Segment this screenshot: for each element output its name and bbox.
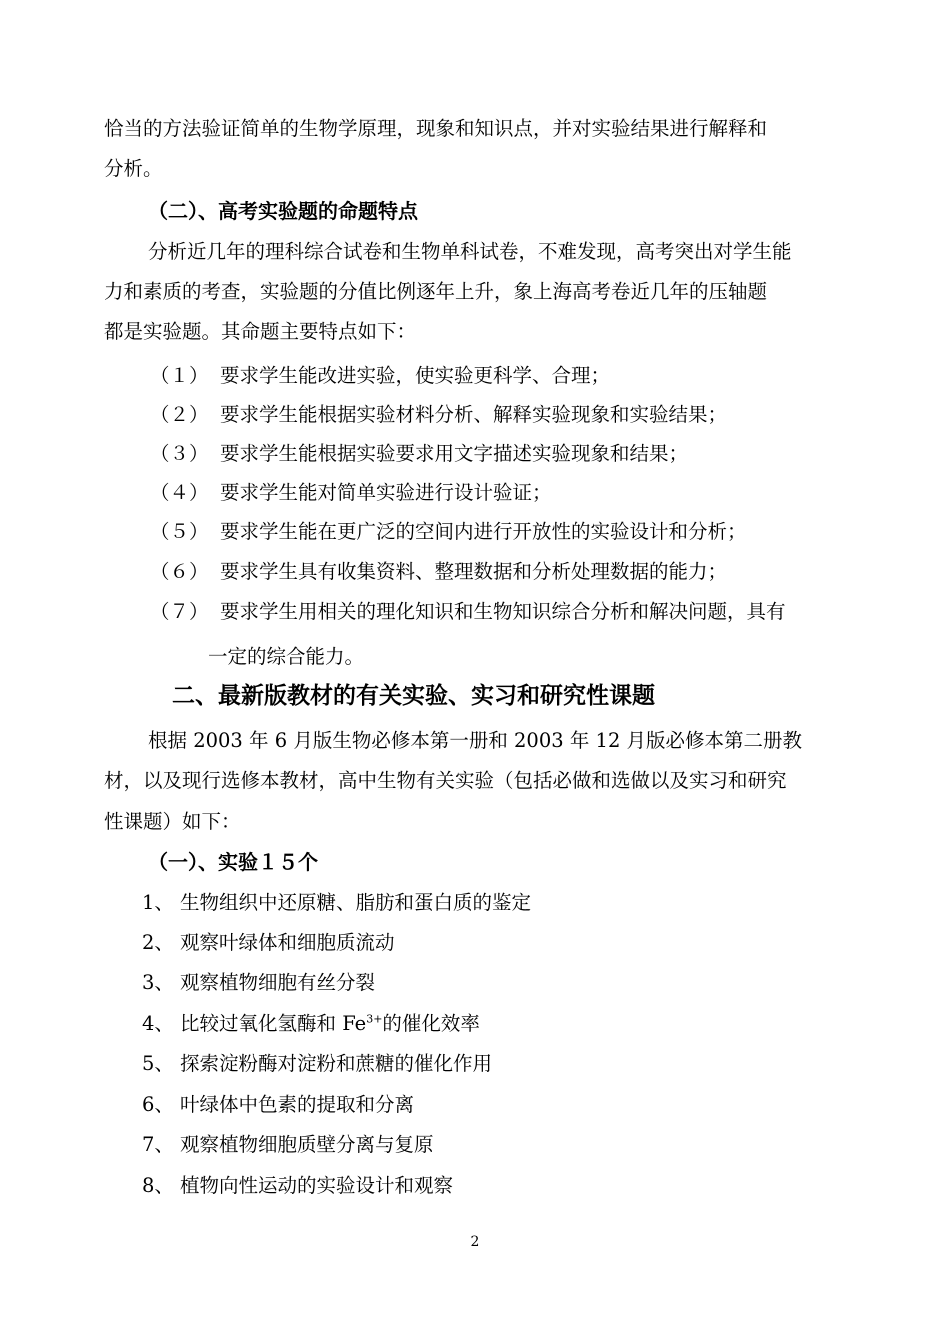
list-number: （５） [150, 520, 209, 543]
list-number: （２） [150, 403, 209, 426]
list-number: 6、 [142, 1093, 174, 1116]
list-number: （６） [150, 560, 209, 583]
list-item [142, 1133, 434, 1157]
list-number: 5、 [142, 1052, 174, 1075]
list-item [142, 891, 531, 915]
list-text: 要求学生用相关的理化知识和生物知识综合分析和解决问题，具有 [220, 600, 786, 623]
list-item [150, 442, 688, 466]
list-item [142, 1174, 453, 1198]
list-text: 植物向性运动的实验设计和观察 [180, 1174, 454, 1197]
list-text: 生物组织中还原糖、脂肪和蛋白质的鉴定 [180, 891, 532, 914]
paragraph-line: 力和素质的考查，实验题的分值比例逐年上升，象上海高考卷近几年的压轴题 [104, 280, 768, 303]
list-number: 3、 [142, 971, 174, 994]
list-text: 要求学生能根据实验材料分析、解释实验现象和实验结果； [220, 403, 728, 426]
list-text: 要求学生能根据实验要求用文字描述实验现象和结果； [220, 442, 689, 465]
list-item [142, 1093, 414, 1117]
list-text: 观察植物细胞质壁分离与复原 [180, 1133, 434, 1156]
list-item [142, 971, 375, 995]
list-text: 探索淀粉酶对淀粉和蔗糖的催化作用 [180, 1052, 493, 1075]
page-number: 2 [470, 1234, 480, 1250]
intro-line: 恰当的方法验证简单的生物学原理，现象和知识点，并对实验结果进行解释和 [104, 117, 768, 140]
list-text: 要求学生能改进实验，使实验更科学、合理； [220, 364, 611, 387]
list-number: （１） [150, 364, 209, 387]
list-item [150, 364, 610, 388]
list-item [150, 403, 727, 427]
paragraph-line: 分析近几年的理科综合试卷和生物单科试卷，不难发现，高考突出对学生能 [148, 240, 792, 263]
list-number: 2、 [142, 931, 174, 954]
list-text: 要求学生能对简单实验进行设计验证； [220, 481, 552, 504]
list-number: （３） [150, 442, 209, 465]
list-text: 观察植物细胞有丝分裂 [180, 971, 376, 994]
list-text: 叶绿体中色素的提取和分离 [180, 1093, 415, 1116]
section-heading: （一）、实验１５个 [148, 850, 318, 874]
superscript: 3+ [366, 1012, 383, 1026]
list-item [150, 520, 747, 544]
intro-line: 分析。 [104, 157, 163, 180]
list-number: 8、 [142, 1174, 174, 1197]
list-text: 比较过氧化氢酶和 Fe [180, 1012, 367, 1035]
list-number: （７） [150, 600, 209, 623]
paragraph-line: 根据 2003 年 6 月版生物必修本第一册和 2003 年 12 月版必修本第二册教 [148, 729, 803, 752]
list-number: 1、 [142, 891, 174, 914]
list-item [142, 931, 395, 955]
list-item [150, 481, 552, 505]
list-number: 7、 [142, 1133, 174, 1156]
list-text: 的催化效率 [382, 1012, 480, 1035]
paragraph-line: 都是实验题。其命题主要特点如下： [104, 320, 417, 343]
list-number: 4、 [142, 1012, 174, 1035]
list-text: 要求学生能在更广泛的空间内进行开放性的实验设计和分析； [220, 520, 747, 543]
paragraph-line: 性课题）如下： [104, 810, 241, 833]
list-item [142, 1052, 492, 1076]
paragraph-line: 材，以及现行选修本教材，高中生物有关实验（包括必做和选做以及实习和研究 [104, 769, 787, 792]
list-item [142, 1012, 480, 1036]
list-number: （４） [150, 481, 209, 504]
list-text: 要求学生具有收集资料、整理数据和分析处理数据的能力； [220, 560, 728, 583]
list-item-continuation: 一定的综合能力。 [208, 645, 365, 668]
list-text: 观察叶绿体和细胞质流动 [180, 931, 395, 954]
section-heading: （二）、高考实验题的命题特点 [148, 199, 418, 223]
list-item [150, 560, 727, 584]
chapter-heading: 二、最新版教材的有关实验、实习和研究性课题 [172, 683, 655, 709]
list-item [150, 600, 786, 624]
